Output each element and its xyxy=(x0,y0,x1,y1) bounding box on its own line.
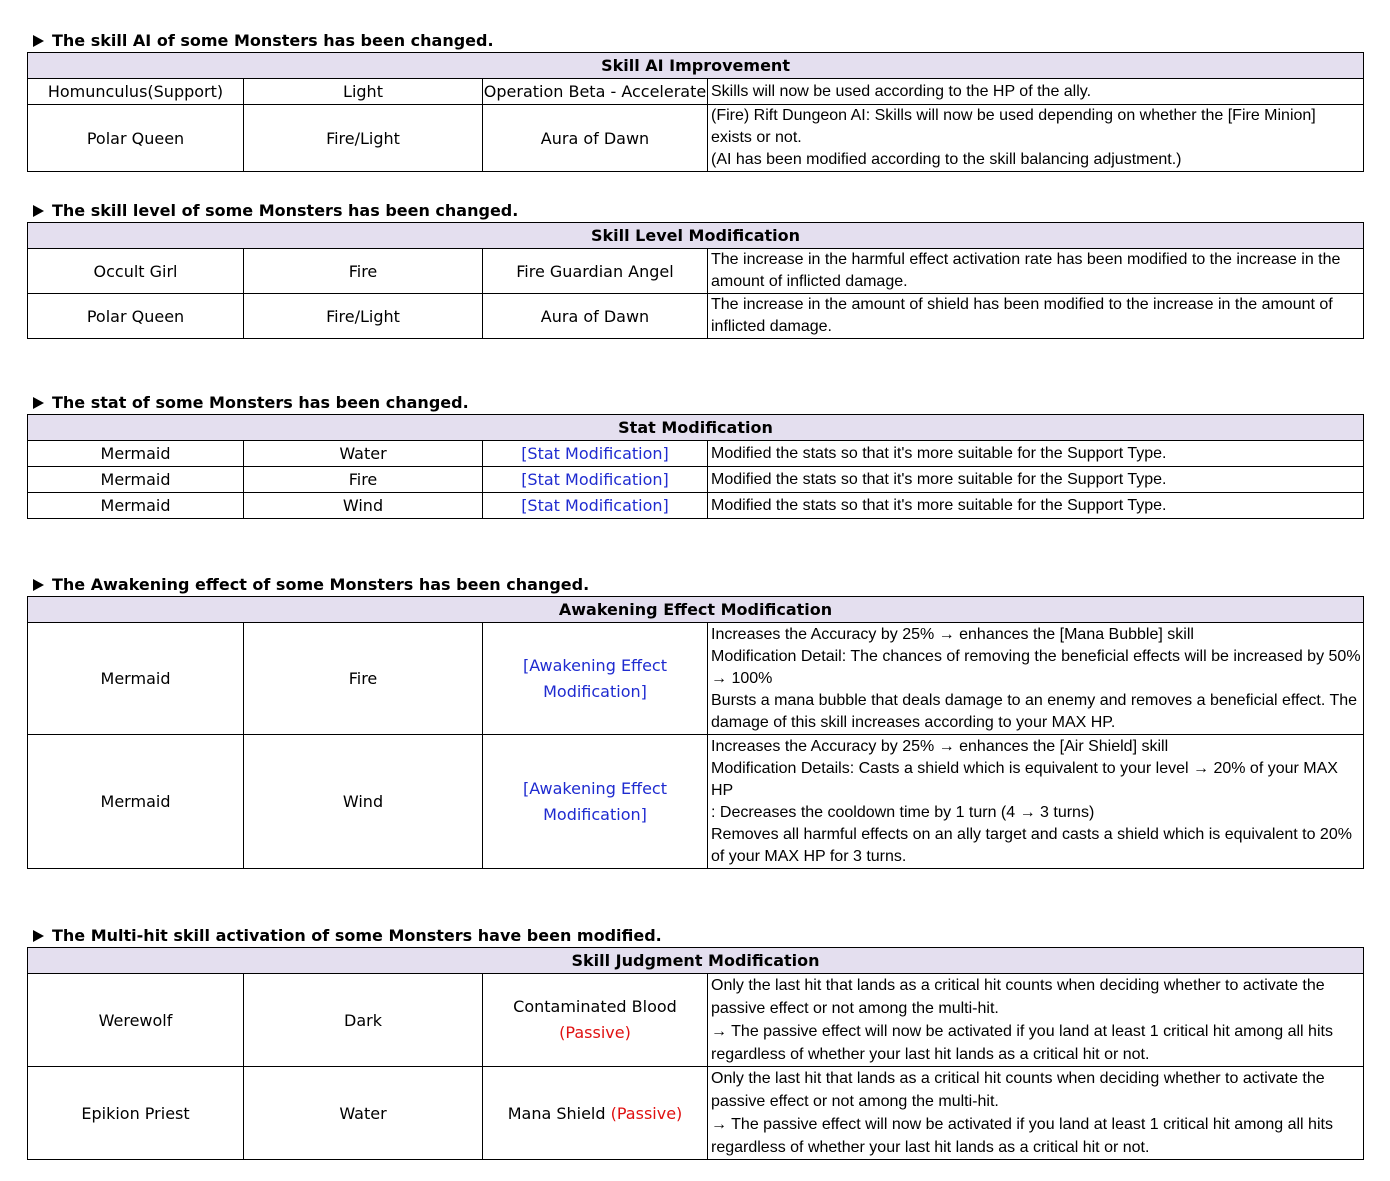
skill-name: Fire Guardian Angel xyxy=(483,249,708,294)
monster-name: Polar Queen xyxy=(28,105,244,172)
monster-element: Water xyxy=(244,441,483,467)
change-description: The increase in the amount of shield has been modified to the increase in the amount of inflicted damage. xyxy=(708,294,1364,339)
monster-name: Polar Queen xyxy=(28,294,244,339)
section-title: The Multi-hit skill activation of some Monsters have been modified. xyxy=(33,926,662,945)
section-title: The skill AI of some Monsters has been changed. xyxy=(33,31,494,50)
monster-name: Mermaid xyxy=(28,441,244,467)
table-row xyxy=(28,467,1364,493)
triangle-bullet-icon xyxy=(33,397,44,409)
passive-label: (Passive) xyxy=(610,1103,683,1123)
table-row xyxy=(28,493,1364,519)
change-description: The increase in the harmful effect activation rate has been modified to the increase in the amount of inflicted damage. xyxy=(708,249,1364,294)
monster-element: Wind xyxy=(244,493,483,519)
skill-name: Contaminated Blood (Passive) xyxy=(483,974,708,1067)
skill-name: Aura of Dawn xyxy=(483,105,708,172)
monster-element: Fire/Light xyxy=(244,105,483,172)
stat-table xyxy=(27,414,1364,519)
table-header: Awakening Effect Modification xyxy=(28,597,1364,623)
table-row xyxy=(28,105,1364,172)
table-header: Skill Level Modification xyxy=(28,223,1364,249)
table-row xyxy=(28,441,1364,467)
triangle-bullet-icon xyxy=(33,579,44,591)
skill-name: Mana Shield (Passive) xyxy=(483,1067,708,1160)
change-description: Modified the stats so that it's more suitable for the Support Type. xyxy=(708,493,1364,519)
awakening-table xyxy=(27,596,1364,869)
monster-name: Mermaid xyxy=(28,735,244,869)
skill-level-table xyxy=(27,222,1364,339)
skill-ai-table xyxy=(27,52,1364,172)
table-row xyxy=(28,623,1364,735)
triangle-bullet-icon xyxy=(33,205,44,217)
stat-modification-link[interactable]: [Stat Modification] xyxy=(483,493,708,519)
skill-name: Aura of Dawn xyxy=(483,294,708,339)
monster-name: Mermaid xyxy=(28,623,244,735)
monster-name: Mermaid xyxy=(28,467,244,493)
table-row xyxy=(28,79,1364,105)
monster-name: Epikion Priest xyxy=(28,1067,244,1160)
monster-element: Light xyxy=(244,79,483,105)
monster-element: Wind xyxy=(244,735,483,869)
stat-modification-link[interactable]: [Stat Modification] xyxy=(483,441,708,467)
table-row xyxy=(28,1067,1364,1160)
change-description: Modified the stats so that it's more suitable for the Support Type. xyxy=(708,441,1364,467)
triangle-bullet-icon xyxy=(33,35,44,47)
monster-element: Fire xyxy=(244,623,483,735)
monster-element: Fire/Light xyxy=(244,294,483,339)
passive-label: (Passive) xyxy=(559,1023,631,1042)
section-title: The Awakening effect of some Monsters has been changed. xyxy=(33,575,589,594)
table-header: Skill AI Improvement xyxy=(28,53,1364,79)
triangle-bullet-icon xyxy=(33,930,44,942)
change-description: (Fire) Rift Dungeon AI: Skills will now be used depending on whether the [Fire Minion] exists or not. (AI has been modified according to the skill balancing adjustment.) xyxy=(708,105,1364,172)
table-header: Skill Judgment Modification xyxy=(28,948,1364,974)
change-description: Increases the Accuracy by 25% → enhances the [Air Shield] skill Modification Details: Casts a shield which is equivalent to your level → 20% of your MAX HP : Decreases the cooldown time by 1 turn (4 → 3 turns) Removes all harmful effects on an ally target and casts a shield which is equivalent to 20% of your MAX HP for 3 turns. xyxy=(708,735,1364,869)
change-description: Modified the stats so that it's more suitable for the Support Type. xyxy=(708,467,1364,493)
monster-element: Fire xyxy=(244,467,483,493)
table-row xyxy=(28,249,1364,294)
skill-judgment-table xyxy=(27,947,1364,1160)
section-title: The skill level of some Monsters has been changed. xyxy=(33,201,518,220)
table-header: Stat Modification xyxy=(28,415,1364,441)
stat-modification-link[interactable]: [Stat Modification] xyxy=(483,467,708,493)
table-row xyxy=(28,974,1364,1067)
change-description: Only the last hit that lands as a critical hit counts when deciding whether to activate the passive effect or not among the multi-hit. → The passive effect will now be activated if you land at least 1 critical hit among all hits regardless of whether your last hit lands as a critical hit or not. xyxy=(708,974,1364,1067)
section-title: The stat of some Monsters has been changed. xyxy=(33,393,469,412)
skill-name: Operation Beta - Accelerate xyxy=(483,79,708,105)
table-row xyxy=(28,294,1364,339)
monster-name: Occult Girl xyxy=(28,249,244,294)
monster-name: Homunculus(Support) xyxy=(28,79,244,105)
monster-element: Dark xyxy=(244,974,483,1067)
change-description: Increases the Accuracy by 25% → enhances the [Mana Bubble] skill Modification Detail: The chances of removing the beneficial effects will be increased by 50% → 100% Bursts a mana bubble that deals damage to an enemy and removes a beneficial effect. The damage of this skill increases according to your MAX HP. xyxy=(708,623,1364,735)
monster-name: Mermaid xyxy=(28,493,244,519)
awakening-modification-link[interactable]: [Awakening Effect Modification] xyxy=(483,623,708,735)
monster-name: Werewolf xyxy=(28,974,244,1067)
monster-element: Water xyxy=(244,1067,483,1160)
table-row xyxy=(28,735,1364,869)
awakening-modification-link[interactable]: [Awakening Effect Modification] xyxy=(483,735,708,869)
monster-element: Fire xyxy=(244,249,483,294)
change-description: Only the last hit that lands as a critical hit counts when deciding whether to activate the passive effect or not among the multi-hit. → The passive effect will now be activated if you land at least 1 critical hit among all hits regardless of whether your last hit lands as a critical hit or not. xyxy=(708,1067,1364,1160)
change-description: Skills will now be used according to the HP of the ally. xyxy=(708,79,1364,105)
